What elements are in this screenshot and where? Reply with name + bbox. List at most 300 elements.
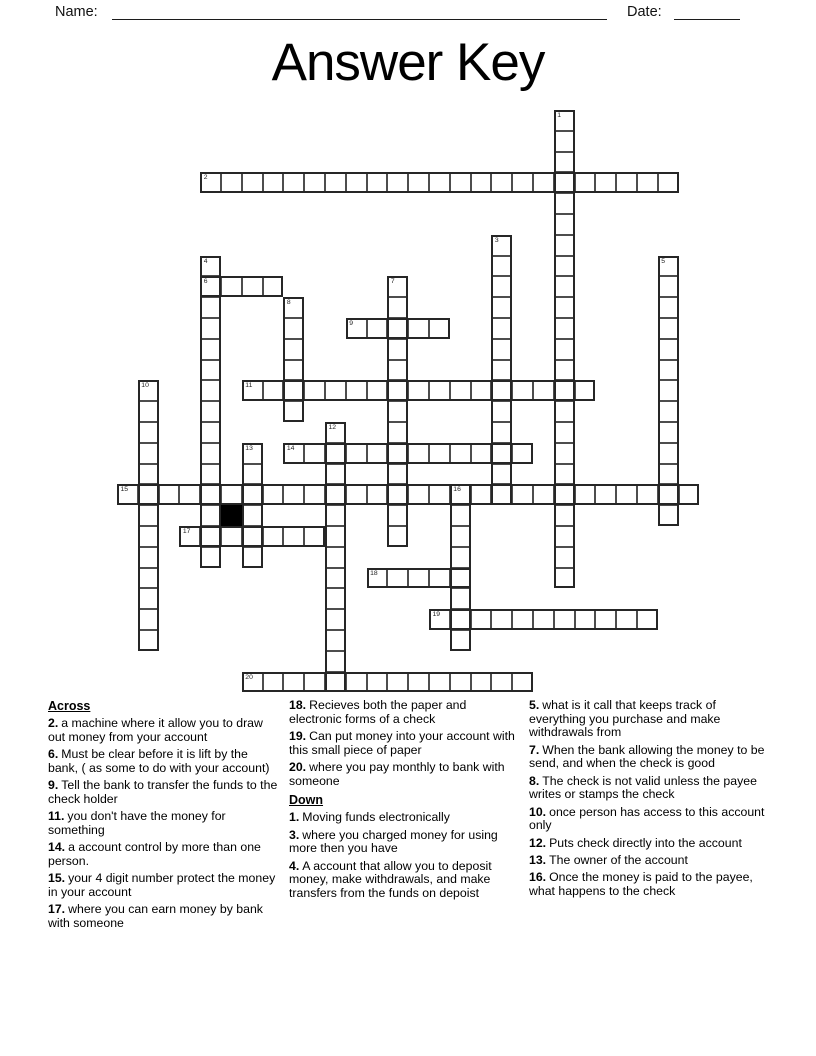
grid-cell[interactable] — [159, 484, 180, 505]
clue-text: Can put money into your account with this small piece of paper — [289, 729, 515, 757]
grid-cell[interactable] — [263, 276, 284, 297]
clue-number: 17. — [48, 902, 66, 916]
grid-cell[interactable] — [491, 672, 512, 693]
grid-cell[interactable] — [429, 172, 450, 193]
clue-number: 8. — [529, 773, 540, 788]
grid-cell[interactable] — [138, 630, 159, 651]
grid-cell[interactable] — [408, 380, 429, 401]
grid-cell[interactable] — [637, 484, 658, 505]
grid-cell[interactable] — [387, 380, 408, 401]
clue-number: 13. — [529, 853, 547, 867]
grid-cell[interactable] — [325, 505, 346, 526]
clue-column-2 — [289, 699, 529, 934]
grid-cell[interactable] — [554, 360, 575, 381]
grid-cell[interactable] — [387, 526, 408, 547]
grid-cell[interactable] — [429, 568, 450, 589]
grid-cell[interactable] — [554, 526, 575, 547]
grid-cell[interactable] — [242, 672, 263, 693]
grid-cell[interactable] — [471, 484, 492, 505]
grid-cell[interactable] — [200, 505, 221, 526]
grid-cell[interactable] — [512, 484, 533, 505]
grid-cell[interactable] — [554, 131, 575, 152]
grid-cell[interactable] — [346, 380, 367, 401]
grid-cell[interactable] — [450, 568, 471, 589]
grid-cell[interactable] — [491, 401, 512, 422]
grid-cell[interactable] — [304, 380, 325, 401]
clue-text: A account that allow you to deposit money, make withdrawals, and make transfers from the funds on depoist — [289, 858, 492, 901]
clue-item — [529, 871, 773, 898]
clue-item — [529, 854, 773, 868]
grid-cell[interactable] — [325, 422, 346, 443]
grid-cell[interactable] — [304, 484, 325, 505]
grid-cell-number: 16 — [453, 486, 461, 494]
name-label: Name: — [55, 4, 98, 20]
grid-cell[interactable] — [554, 484, 575, 505]
grid-cell[interactable] — [429, 380, 450, 401]
grid-cell[interactable] — [554, 256, 575, 277]
grid-cell[interactable] — [575, 172, 596, 193]
grid-cell[interactable] — [554, 339, 575, 360]
grid-cell-number: 5 — [661, 257, 666, 265]
grid-cell[interactable] — [658, 360, 679, 381]
grid-cell[interactable] — [179, 484, 200, 505]
grid-cell[interactable] — [283, 672, 304, 693]
grid-cell[interactable] — [554, 214, 575, 235]
grid-cell[interactable] — [200, 360, 221, 381]
grid-cell[interactable] — [263, 172, 284, 193]
grid-cell[interactable] — [554, 152, 575, 173]
clue-item — [48, 748, 281, 775]
grid-cell[interactable] — [387, 318, 408, 339]
grid-cell[interactable] — [554, 609, 575, 630]
grid-cell[interactable] — [283, 443, 304, 464]
grid-cell[interactable] — [346, 443, 367, 464]
date-input-line[interactable] — [674, 4, 740, 20]
grid-cell[interactable] — [242, 443, 263, 464]
grid-cell[interactable] — [450, 505, 471, 526]
grid-cell[interactable] — [283, 172, 304, 193]
grid-cell[interactable] — [429, 443, 450, 464]
grid-cell[interactable] — [554, 380, 575, 401]
grid-cell[interactable] — [221, 484, 242, 505]
grid-cell[interactable] — [283, 526, 304, 547]
grid-cell[interactable] — [575, 484, 596, 505]
grid-cell[interactable] — [138, 547, 159, 568]
grid-cell[interactable] — [138, 609, 159, 630]
grid-cell[interactable] — [200, 422, 221, 443]
clue-item — [289, 811, 521, 825]
grid-cell[interactable] — [554, 443, 575, 464]
grid-cell[interactable] — [450, 380, 471, 401]
clue-item — [289, 829, 521, 856]
grid-cell[interactable] — [491, 360, 512, 381]
grid-cell[interactable] — [658, 256, 679, 277]
grid-cell[interactable] — [450, 443, 471, 464]
grid-cell[interactable] — [491, 422, 512, 443]
clue-text: The check is not valid unless the payee writes or stamps the check — [529, 773, 757, 802]
clue-text: When the bank allowing the money to be send, and when the check is good — [529, 742, 765, 771]
clue-number: 12. — [529, 835, 547, 850]
grid-cell[interactable] — [533, 484, 554, 505]
name-input-line[interactable] — [112, 4, 607, 20]
grid-cell[interactable] — [408, 172, 429, 193]
grid-cell[interactable] — [616, 609, 637, 630]
clue-item — [48, 810, 281, 837]
grid-cell[interactable] — [346, 318, 367, 339]
crossword-grid — [117, 110, 699, 692]
grid-cell[interactable] — [491, 172, 512, 193]
grid-cell[interactable] — [138, 568, 159, 589]
grid-cell[interactable] — [138, 422, 159, 443]
grid-cell-number: 12 — [328, 424, 337, 431]
grid-cell[interactable] — [200, 464, 221, 485]
clue-number: 14. — [48, 840, 66, 854]
grid-cell-number: 19 — [432, 611, 441, 619]
grid-cell[interactable] — [387, 297, 408, 318]
grid-cell[interactable] — [200, 276, 221, 297]
grid-cell[interactable] — [491, 297, 512, 318]
grid-cell[interactable] — [138, 401, 159, 422]
grid-cell[interactable] — [200, 380, 221, 401]
grid-cell[interactable] — [491, 443, 512, 464]
page-title: Answer Key — [271, 33, 545, 92]
clue-number: 10. — [529, 804, 547, 819]
grid-cell[interactable] — [387, 172, 408, 193]
grid-cell[interactable] — [450, 609, 471, 630]
grid-cell[interactable] — [512, 380, 533, 401]
grid-cell[interactable] — [263, 484, 284, 505]
grid-cell[interactable] — [491, 256, 512, 277]
grid-cell[interactable] — [346, 172, 367, 193]
clue-text: once person has access to this account only — [529, 804, 765, 833]
clue-number: 7. — [529, 742, 540, 757]
clue-text: Once the money is paid to the payee, what happens to the check — [529, 870, 753, 898]
grid-cell[interactable] — [325, 484, 346, 505]
grid-cell-number: 10 — [141, 382, 149, 390]
grid-cell[interactable] — [283, 380, 304, 401]
clue-item — [48, 841, 281, 868]
grid-cell[interactable] — [512, 172, 533, 193]
grid-cell[interactable] — [304, 526, 325, 547]
grid-cell[interactable] — [533, 609, 554, 630]
clue-item — [529, 699, 773, 740]
grid-cell[interactable] — [325, 609, 346, 630]
grid-cell[interactable] — [491, 464, 512, 485]
clue-item — [289, 860, 521, 901]
grid-cell[interactable] — [387, 443, 408, 464]
grid-cell-number: 17 — [182, 528, 191, 535]
grid-cell[interactable] — [471, 443, 492, 464]
grid-cell[interactable] — [554, 297, 575, 318]
grid-cell[interactable] — [283, 318, 304, 339]
grid-cell[interactable] — [637, 172, 658, 193]
grid-cell[interactable] — [367, 380, 388, 401]
grid-cell[interactable] — [471, 609, 492, 630]
clue-number: 6. — [48, 747, 59, 761]
grid-cell[interactable] — [575, 609, 596, 630]
grid-cell[interactable] — [554, 110, 575, 131]
grid-cell[interactable] — [387, 505, 408, 526]
grid-cell[interactable] — [450, 630, 471, 651]
grid-cell[interactable] — [242, 172, 263, 193]
grid-cell[interactable] — [387, 672, 408, 693]
clue-text: a machine where it allow you to draw out money from your account — [48, 716, 263, 744]
grid-cell[interactable] — [138, 526, 159, 547]
grid-cell[interactable] — [491, 235, 512, 256]
grid-cell[interactable] — [554, 193, 575, 214]
clue-number: 16. — [529, 870, 547, 885]
grid-cell[interactable] — [595, 609, 616, 630]
grid-cell[interactable] — [346, 484, 367, 505]
grid-cell[interactable] — [533, 172, 554, 193]
grid-cell-number: 3 — [494, 236, 499, 244]
grid-cell-number: 7 — [390, 278, 395, 286]
grid-cell[interactable] — [200, 443, 221, 464]
grid-cell[interactable] — [450, 588, 471, 609]
grid-cell[interactable] — [512, 672, 533, 693]
grid-cell[interactable] — [429, 484, 450, 505]
clue-item — [529, 775, 773, 802]
clue-item — [289, 761, 521, 788]
grid-cell[interactable] — [325, 672, 346, 693]
clue-number: 5. — [529, 698, 540, 712]
grid-cell[interactable] — [491, 318, 512, 339]
clue-item — [48, 872, 281, 899]
grid-cell[interactable] — [283, 484, 304, 505]
grid-cell[interactable] — [450, 526, 471, 547]
grid-cell[interactable] — [367, 443, 388, 464]
grid-cell[interactable] — [387, 484, 408, 505]
grid-cell[interactable] — [200, 526, 221, 547]
across-header: Across — [48, 699, 91, 713]
grid-cell[interactable] — [471, 172, 492, 193]
grid-cell[interactable] — [200, 297, 221, 318]
clue-item — [289, 730, 521, 757]
grid-cell[interactable] — [491, 609, 512, 630]
grid-cell[interactable] — [346, 672, 367, 693]
grid-cell[interactable] — [658, 276, 679, 297]
grid-cell[interactable] — [637, 609, 658, 630]
grid-cell[interactable] — [138, 443, 159, 464]
grid-cell[interactable] — [263, 380, 284, 401]
grid-cell[interactable] — [387, 360, 408, 381]
grid-cell[interactable] — [450, 547, 471, 568]
grid-cell[interactable] — [658, 464, 679, 485]
grid-cell[interactable] — [283, 297, 304, 318]
grid-cell[interactable] — [138, 484, 159, 505]
grid-cell[interactable] — [429, 672, 450, 693]
grid-cell-number: 2 — [203, 174, 208, 182]
grid-cell[interactable] — [554, 276, 575, 297]
grid-cell[interactable] — [408, 443, 429, 464]
grid-cell[interactable] — [408, 484, 429, 505]
grid-cell[interactable] — [325, 172, 346, 193]
clues-section — [48, 699, 777, 934]
grid-cell-number: 11 — [245, 382, 253, 390]
down-header: Down — [289, 793, 324, 808]
grid-cell[interactable] — [658, 380, 679, 401]
grid-cell[interactable] — [429, 609, 450, 630]
clue-item — [48, 779, 281, 806]
grid-cell[interactable] — [554, 235, 575, 256]
grid-cell[interactable] — [595, 172, 616, 193]
grid-cell[interactable] — [367, 318, 388, 339]
grid-cell[interactable] — [325, 547, 346, 568]
grid-cell[interactable] — [242, 276, 263, 297]
grid-cell[interactable] — [138, 380, 159, 401]
grid-cell[interactable] — [471, 672, 492, 693]
grid-cell[interactable] — [658, 172, 679, 193]
clue-item — [289, 699, 521, 726]
clue-column-3 — [529, 699, 777, 934]
grid-cell[interactable] — [242, 526, 263, 547]
grid-cell[interactable] — [325, 630, 346, 651]
grid-cell[interactable] — [554, 547, 575, 568]
grid-cell[interactable] — [221, 276, 242, 297]
grid-cell[interactable] — [283, 401, 304, 422]
grid-cell[interactable] — [367, 568, 388, 589]
grid-cell[interactable] — [658, 443, 679, 464]
clue-text: Moving funds electronically — [302, 810, 450, 825]
grid-cell[interactable] — [658, 318, 679, 339]
grid-cell[interactable] — [658, 401, 679, 422]
grid-cell[interactable] — [408, 672, 429, 693]
clue-text: Recieves both the paper and electronic forms of a check — [289, 698, 467, 726]
clue-number: 15. — [48, 871, 66, 885]
grid-cell[interactable] — [554, 422, 575, 443]
grid-cell[interactable] — [283, 339, 304, 360]
grid-cell-number: 8 — [286, 299, 291, 307]
clue-number: 18. — [289, 698, 307, 712]
grid-cell[interactable] — [200, 172, 221, 193]
grid-cell[interactable] — [658, 484, 679, 505]
grid-cell[interactable] — [367, 172, 388, 193]
grid-cell[interactable] — [117, 484, 138, 505]
grid-cell[interactable] — [200, 318, 221, 339]
grid-cell[interactable] — [512, 609, 533, 630]
grid-cell[interactable] — [242, 484, 263, 505]
grid-cell[interactable] — [221, 526, 242, 547]
grid-cell[interactable] — [450, 484, 471, 505]
grid-cell[interactable] — [200, 547, 221, 568]
grid-cell[interactable] — [471, 380, 492, 401]
grid-cell[interactable] — [450, 172, 471, 193]
grid-cell[interactable] — [658, 339, 679, 360]
clue-text: where you can earn money by bank with someone — [48, 902, 263, 930]
black-cell — [221, 505, 242, 526]
grid-cell[interactable] — [325, 568, 346, 589]
clue-number: 2. — [48, 716, 59, 730]
grid-cell[interactable] — [658, 422, 679, 443]
grid-cell[interactable] — [387, 464, 408, 485]
clue-number: 4. — [289, 858, 300, 873]
grid-cell[interactable] — [408, 568, 429, 589]
grid-cell[interactable] — [304, 672, 325, 693]
grid-cell[interactable] — [179, 526, 200, 547]
grid-cell[interactable] — [554, 401, 575, 422]
grid-cell[interactable] — [325, 651, 346, 672]
grid-cell-number: 14 — [286, 444, 295, 452]
grid-cell[interactable] — [242, 505, 263, 526]
grid-cell[interactable] — [367, 672, 388, 693]
grid-cell[interactable] — [387, 276, 408, 297]
grid-cell-number: 1 — [557, 112, 562, 119]
grid-cell[interactable] — [387, 568, 408, 589]
grid-cell[interactable] — [658, 297, 679, 318]
grid-cell[interactable] — [408, 318, 429, 339]
clue-item — [48, 903, 281, 930]
grid-cell[interactable] — [200, 484, 221, 505]
grid-cell[interactable] — [325, 464, 346, 485]
grid-cell[interactable] — [138, 588, 159, 609]
grid-cell-number: 15 — [120, 486, 129, 494]
grid-cell[interactable] — [263, 526, 284, 547]
grid-cell-number: 4 — [203, 257, 208, 265]
grid-cell[interactable] — [221, 172, 242, 193]
grid-cell[interactable] — [554, 568, 575, 589]
grid-cell[interactable] — [575, 380, 596, 401]
grid-cell[interactable] — [242, 464, 263, 485]
grid-cell[interactable] — [304, 172, 325, 193]
grid-cell[interactable] — [242, 547, 263, 568]
grid-cell[interactable] — [325, 588, 346, 609]
clue-text: where you charged money for using more then you have — [289, 827, 498, 856]
grid-cell-number: 9 — [349, 320, 354, 327]
grid-cell[interactable] — [325, 443, 346, 464]
clue-text: Tell the bank to transfer the funds to the check holder — [48, 778, 278, 806]
grid-cell[interactable] — [429, 318, 450, 339]
grid-cell[interactable] — [304, 443, 325, 464]
grid-cell[interactable] — [387, 401, 408, 422]
grid-cell[interactable] — [554, 172, 575, 193]
grid-cell[interactable] — [200, 339, 221, 360]
grid-cell[interactable] — [491, 276, 512, 297]
grid-cell[interactable] — [200, 256, 221, 277]
grid-cell[interactable] — [595, 484, 616, 505]
grid-cell[interactable] — [616, 172, 637, 193]
grid-cell[interactable] — [533, 380, 554, 401]
clue-text: a account control by more than one person. — [48, 840, 261, 868]
grid-cell[interactable] — [242, 380, 263, 401]
grid-cell-number: 6 — [203, 278, 208, 286]
grid-cell[interactable] — [387, 422, 408, 443]
grid-cell[interactable] — [554, 505, 575, 526]
grid-cell[interactable] — [450, 672, 471, 693]
grid-cell[interactable] — [387, 339, 408, 360]
grid-cell[interactable] — [658, 505, 679, 526]
grid-cell[interactable] — [325, 380, 346, 401]
grid-cell[interactable] — [263, 672, 284, 693]
grid-cell[interactable] — [679, 484, 700, 505]
clue-number: 20. — [289, 760, 307, 774]
grid-cell[interactable] — [325, 526, 346, 547]
grid-cell[interactable] — [512, 443, 533, 464]
clue-number: 3. — [289, 827, 300, 842]
grid-cell[interactable] — [283, 360, 304, 381]
grid-cell[interactable] — [491, 484, 512, 505]
grid-cell[interactable] — [138, 505, 159, 526]
grid-cell[interactable] — [491, 380, 512, 401]
grid-cell[interactable] — [367, 484, 388, 505]
clue-number: 11. — [48, 809, 65, 823]
date-label: Date: — [627, 4, 662, 20]
grid-cell[interactable] — [491, 339, 512, 360]
grid-cell[interactable] — [138, 464, 159, 485]
grid-cell[interactable] — [554, 464, 575, 485]
grid-cell[interactable] — [200, 401, 221, 422]
grid-cell[interactable] — [616, 484, 637, 505]
grid-cell[interactable] — [554, 318, 575, 339]
